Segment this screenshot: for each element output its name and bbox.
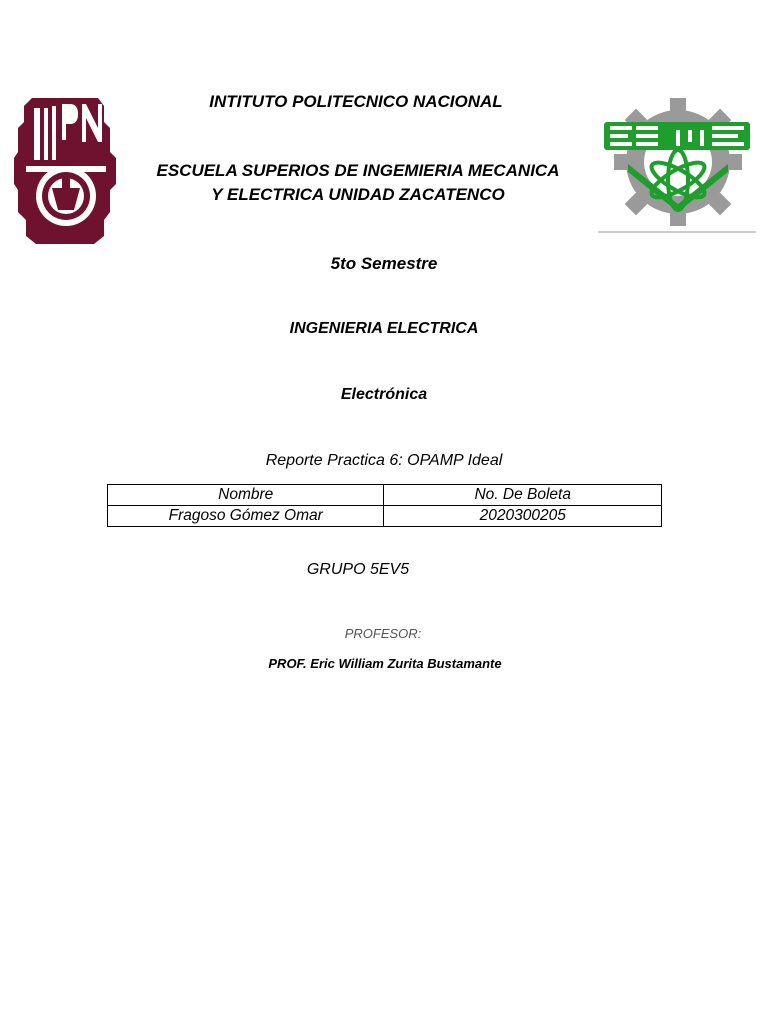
column-header-name: Nombre bbox=[108, 485, 384, 506]
table-row bbox=[108, 506, 662, 527]
school-name-line1: ESCUELA SUPERIOS DE INGEMIERIA MECANICA bbox=[156, 161, 560, 180]
professor-label: PROFESOR: bbox=[344, 626, 422, 641]
professor-name: PROF. Eric William Zurita Bustamante bbox=[268, 656, 502, 671]
students-table bbox=[107, 484, 662, 527]
column-header-boleta: No. De Boleta bbox=[384, 485, 662, 506]
group: GRUPO 5EV5 bbox=[306, 561, 410, 578]
semester: 5to Semestre bbox=[330, 254, 438, 273]
school-name-line2: Y ELECTRICA UNIDAD ZACATENCO bbox=[211, 185, 505, 204]
subject: Electrónica bbox=[340, 386, 428, 403]
report-title: Reporte Practica 6: OPAMP Ideal bbox=[265, 452, 503, 469]
student-boleta-cell: 2020300205 bbox=[384, 506, 662, 527]
table-header-row bbox=[108, 485, 662, 506]
career: INGENIERIA ELECTRICA bbox=[289, 320, 479, 337]
student-name-cell: Fragoso Gómez Omar bbox=[108, 506, 384, 527]
institute-name: INTITUTO POLITECNICO NACIONAL bbox=[209, 92, 503, 111]
